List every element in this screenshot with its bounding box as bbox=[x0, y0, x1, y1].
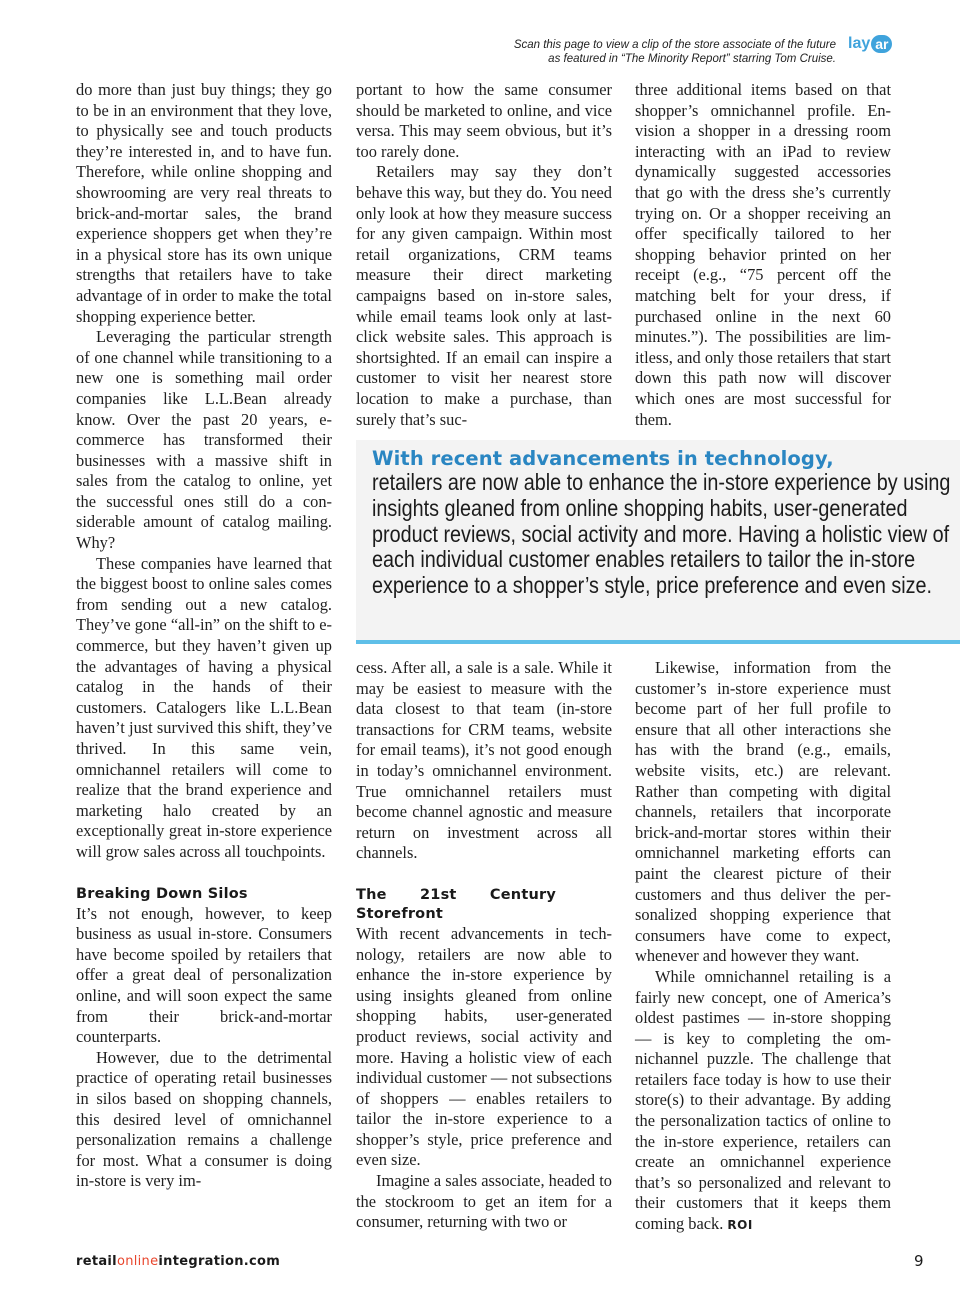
col2-paragraph-3: cess. After all, a sale is a sale. While it may be easiest to measure with the data closest to that team (in-store transactions for CRM teams, website for email teams), it’s not good enough in today’s omnichannel environment. True omnichannel retailers must become channel agnostic and measure return on investment across all channels. bbox=[356, 658, 612, 863]
scan-instruction bbox=[440, 38, 836, 66]
layar-logo-text: lay bbox=[848, 35, 871, 52]
col2-paragraph-5: Imagine a sales associate, headed to the stockroom to get an item for a consumer, returning with two or bbox=[356, 1171, 612, 1232]
layar-logo-badge: ar bbox=[871, 35, 892, 53]
column-2-top bbox=[356, 80, 612, 430]
roi-end-mark: ROI bbox=[727, 1218, 753, 1233]
col1-paragraph-4: It’s not enough, however, to keep business as usual in-store. Consumers have become spoiled by retailers that offer a great deal of personalization online, and will soon expect the same from their brick-and-mortar counterparts. bbox=[76, 903, 332, 1047]
col1-paragraph-3: These companies have learned that the biggest boost to online sales comes from sending out a new catalog. They’ve gone “all-in” on the shift to e-commerce, but they haven’t given up the advantages of having a physical catalog in the hands of their customers. Catalogers like L.L.Bean haven’t just survived this shift, they’ve thrived. In this same vein, omnichannel retailers will come to realize that the brand experience and marketing halo created by an exceptionally great in-store experience will grow sales across all touchpoints. bbox=[76, 553, 332, 861]
footer-website-url bbox=[76, 1254, 280, 1269]
page-number: 9 bbox=[914, 1252, 924, 1270]
scan-line-1: Scan this page to view a clip of the store associate of the future bbox=[513, 39, 836, 51]
section-heading-silos: Breaking Down Silos bbox=[76, 885, 248, 902]
column-3-bottom bbox=[635, 658, 891, 1236]
column-3-top bbox=[635, 80, 891, 430]
pull-quote-body: retailers are now able to enhance the in-store experience by using insights gleaned from online shopping habits, user-generated product reviews, social activity and more. Having a holistic view of each individual customer enables retailers to tailor the in-store experience to a shopper’s style, price preference and even size. bbox=[372, 469, 951, 599]
col1-paragraph-1: do more than just buy things; they go to be in an environment that they love, to physically see and touch products they’re interested in, and to have fun. Therefore, while online shopping and showrooming are very real threats to brick-and-mortar sales, the brand experience shoppers get when they’re in a physical store has its own unique strengths that retailers have to take advantage of in order to make the total shopping experience better. bbox=[76, 80, 332, 326]
footer-url-part-3: integration.com bbox=[158, 1254, 281, 1269]
footer-url-part-2: online bbox=[116, 1254, 159, 1269]
col2-paragraph-4: With recent advancements in technology, retailers are now able to enhance the in-store experience by using insights gleaned from online shopping habits, user-generated product reviews, social activity and more. Having a holistic view of each individual customer — not subsections of shoppers — enables retailers to tailor the in-store experience to a shopper’s style, price preference and even size. bbox=[356, 923, 612, 1170]
col2-paragraph-2: Retailers may say they don’t behave this way, but they do. You need only look at how they measure success for any given campaign. Within most retail organizations, CRM teams measure their direct marketing campaigns based on in-store sales, while email teams look only at last-click website sales. This approach is shortsighted. If an email can inspire a customer to visit her nearest store location to make a purchase, than surely that’s suc- bbox=[356, 162, 612, 429]
footer-url-part-1: retail bbox=[76, 1254, 117, 1269]
col3-paragraph-1: three additional items based on that shopper’s omnichannel profile. Envision a shopper in a dressing room interacting with an iPad to review dynamically suggested accessories that go with the dress she’s currently trying on. Or a shopper receiving an offer specifically tailored to her shopping behavior printed on her receipt (e.g., “75 percent off the matching belt for your dress, if purchased online in the next 60 minutes.”). The possibilities are limitless, and only those retailers that start down this path now will discover which ones are most successful for them. bbox=[635, 80, 891, 429]
section-heading-storefront: The 21st Century Storefront bbox=[356, 886, 556, 922]
column-1 bbox=[76, 80, 332, 1192]
col2-paragraph-1: portant to how the same consumer should be marketed to online, and vice versa. This may seem obvious, but it’s too rarely done. bbox=[356, 80, 612, 161]
col3-paragraph-3 bbox=[635, 967, 891, 1236]
col3-paragraph-3-text: While omnichannel retailing is a fairly new concept, one of America’s oldest pastimes — in-store shopping — is key to completing the omnichannel puzzle. The challenge that retailers face today is how to use their store(s) to their advantage. By adding the personalization tactics of online to the in-store experience, retailers can create an omnichannel experience that’s so personalized and relevant to their customers that it keeps them coming back. bbox=[635, 966, 891, 1234]
column-2-bottom bbox=[356, 658, 612, 1233]
layar-logo bbox=[848, 35, 892, 53]
col1-paragraph-2: Leveraging the particular strength of one channel while transitioning to a new one is something mail order companies like L.L.Bean already know. Over the past 20 years, e-commerce has transformed their businesses with a massive shift in sales from the catalog to online, yet the successful ones still do a considerable amount of catalog mailing. Why? bbox=[76, 327, 332, 553]
pull-quote-title: With recent advancements in technology, bbox=[372, 447, 834, 470]
col1-paragraph-5: However, due to the detrimental practice of operating retail businesses in silos based on shopping channels, this desired level of omnichannel personalization remains a challenge for most. What a consumer is doing in-store is very im- bbox=[76, 1047, 332, 1191]
col3-paragraph-2: Likewise, information from the customer’s in-store experience must become part of her full profile to ensure that all other interactions she has with the brand (e.g., emails, website visits, etc.) are relevant. Rather than competing with digital channels, retailers that incorporate brick-and-mortar stores within their omnichannel marketing efforts can paint the clearest picture of their customers and thus deliver the personalized shopping experience that consumers have come to expect, whenever and however they want. bbox=[635, 658, 891, 966]
scan-line-2: as featured in “The Minority Report” starring Tom Cruise. bbox=[548, 53, 836, 65]
